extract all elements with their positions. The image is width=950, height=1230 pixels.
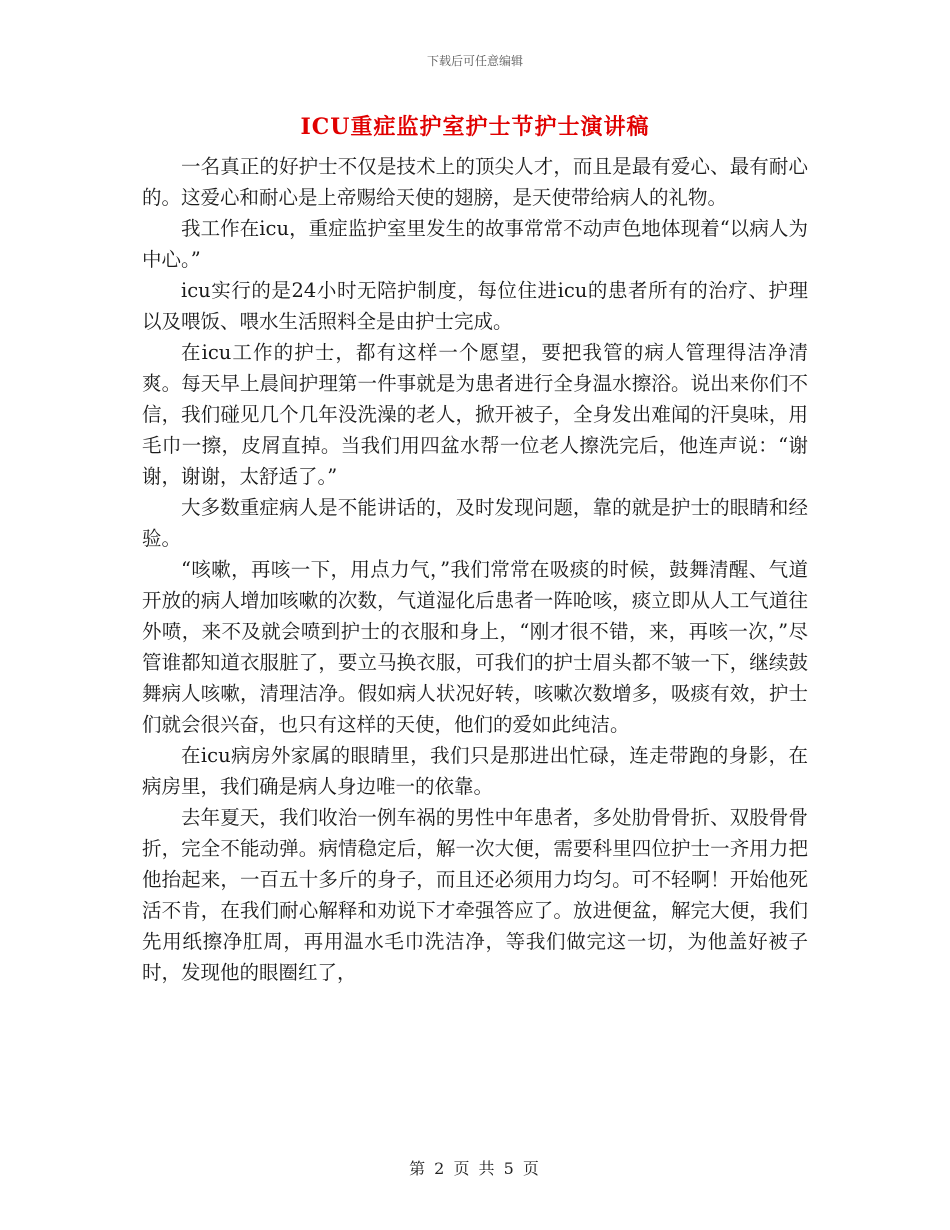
paragraph: icu实行的是24小时无陪护制度，每位住进icu的患者所有的治疗、护理以及喂饭、喂水生活照料全是由护士完成。 xyxy=(142,279,808,333)
paragraph: 大多数重症病人是不能讲话的，及时发现问题，靠的就是护士的眼睛和经验。 xyxy=(142,496,808,550)
paragraph: 去年夏天，我们收治一例车祸的男性中年患者，多处肋骨骨折、双股骨骨折，完全不能动弹。病情稳定后，解一次大便，需要科里四位护士一齐用力把他抬起来，一百五十多斤的身子，而且还必须用力均匀。可不轻啊！开始他死活不肯，在我们耐心解释和劝说下才牵强答应了。放进便盆，解完大便，我们先用纸擦净肛周，再用温水毛巾洗洁净，等我们做完这一切，为他盖好被子时，发现他的眼圈红了， xyxy=(142,806,808,984)
paragraph: 我工作在icu，重症监护室里发生的故事常常不动声色地体现着“以病人为中心。” xyxy=(142,217,808,271)
paragraph: 在icu病房外家属的眼睛里，我们只是那进出忙碌，连走带跑的身影，在病房里，我们确是病人身边唯一的依靠。 xyxy=(142,744,808,798)
paragraph: “咳嗽，再咳一下，用点力气，”我们常常在吸痰的时候，鼓舞清醒、气道开放的病人增加咳嗽的次数，气道湿化后患者一阵呛咳，痰立即从人工气道往外喷，来不及就会喷到护士的衣服和身上，“刚才很不错，来，再咳一次，”尽管谁都知道衣服脏了，要立马换衣服，可我们的护士眉头都不皱一下，继续鼓舞病人咳嗽，清理洁净。假如病人状况好转，咳嗽次数增多，吸痰有效，护士们就会很兴奋，也只有这样的天使，他们的爱如此纯洁。 xyxy=(142,558,808,736)
document-body xyxy=(142,151,808,988)
page-footer: 第 2 页 共 5 页 xyxy=(409,1159,541,1178)
paragraph: 一名真正的好护士不仅是技术上的顶尖人才，而且是最有爱心、最有耐心的。这爱心和耐心是上帝赐给天使的翅膀，是天使带给病人的礼物。 xyxy=(142,155,808,209)
document-title: ICU重症监护室护士节护士演讲稿 xyxy=(300,114,650,140)
header-note: 下载后可任意编辑 xyxy=(426,54,523,68)
paragraph: 在icu工作的护士，都有这样一个愿望，要把我管的病人管理得洁净清爽。每天早上晨间护理第一件事就是为患者进行全身温水擦浴。说出来你们不信，我们碰见几个几年没洗澡的老人，掀开被子，全身发出难闻的汗臭味，用毛巾一擦，皮屑直掉。当我们用四盆水帮一位老人擦洗完后，他连声说：“谢谢，谢谢，太舒适了。” xyxy=(142,341,808,488)
